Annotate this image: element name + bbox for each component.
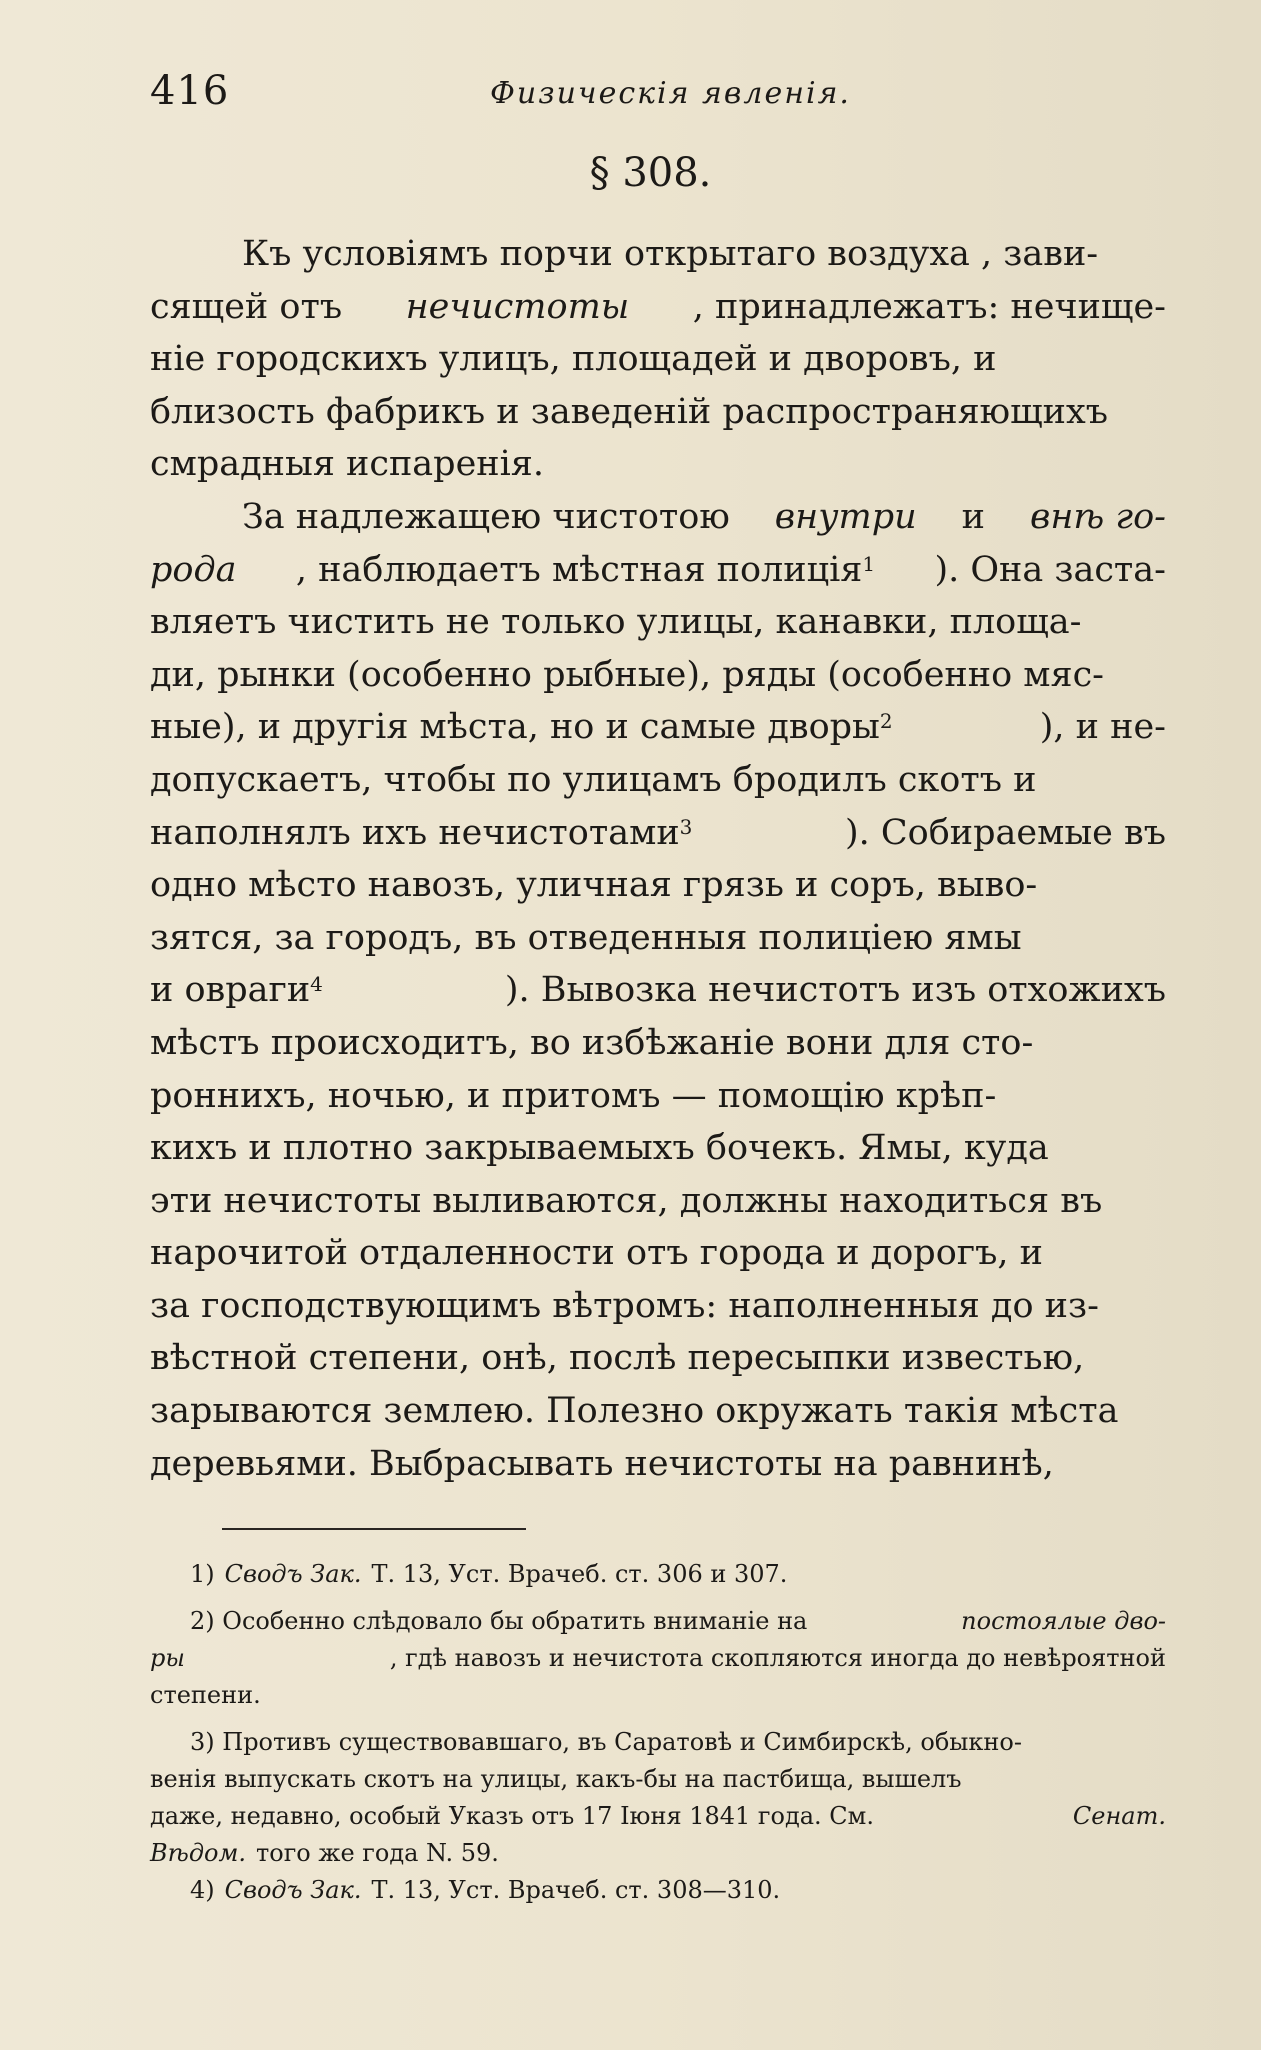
text-segment: кихъ и плотно закрываемыхъ бочекъ. Ямы, куда: [150, 1128, 1049, 1169]
text-line: [150, 964, 1166, 1017]
text-segment: нарочитой отдаленности отъ города и дорогъ, и: [150, 1233, 1043, 1274]
running-head-title: Физическія явленія.: [490, 76, 851, 111]
text-segment: зятся, за городъ, въ отведенныя полиціею ямы: [150, 917, 1022, 958]
text-line: [150, 1280, 1166, 1333]
text-segment: 4): [190, 1876, 215, 1904]
italic-text: внутри: [774, 496, 917, 537]
footnote-ref: 1: [862, 551, 876, 576]
text-segment: Къ условіямъ порчи открытаго воздуха , зави-: [242, 234, 1099, 274]
text-segment: наполнялъ ихъ нечистотами$^3$: [150, 812, 693, 853]
text-segment: сящей отъ: [150, 286, 343, 327]
footnotes: [150, 1556, 1166, 1909]
text-line: [150, 1385, 1166, 1438]
text-segment: ). Вывозка нечистотъ изъ отхожихъ: [504, 970, 1166, 1011]
footnote-line: [150, 1677, 1166, 1714]
italic-text: постоялые дво-: [961, 1607, 1166, 1635]
text-line: [150, 386, 1166, 439]
text-segment: 3) Противъ существовавшаго, въ Саратовѣ и Симбирскѣ, обыкно-: [190, 1728, 1022, 1756]
text-segment: , принадлежатъ: нечище-: [692, 286, 1166, 327]
text-segment: ди, рынки (особенно рыбные), ряды (особенно мяс-: [150, 654, 1105, 695]
footnote-ref: 3: [679, 814, 693, 839]
italic-text: рода: [150, 549, 237, 590]
text-segment: ), и не-: [1039, 707, 1166, 748]
text-line: [150, 1332, 1166, 1385]
text-segment: За надлежащею чистотою: [242, 496, 730, 537]
text-segment: и овраги$^4$: [150, 970, 323, 1011]
italic-text: Сводъ Зак.: [224, 1876, 362, 1904]
text-segment: ). Собираемые въ: [844, 812, 1166, 853]
text-line: [150, 859, 1166, 912]
text-segment: смрадныя испаренія.: [150, 444, 545, 485]
text-segment: за господствующимъ вѣтромъ: наполненныя до из-: [150, 1285, 1099, 1326]
text-segment: ). Она заста-: [934, 549, 1166, 590]
text-segment: роннихъ, ночью, и притомъ — помощію крѣп-: [150, 1075, 997, 1116]
italic-text: Сенат.: [1072, 1802, 1166, 1830]
footnote-ref: 4: [310, 972, 323, 997]
text-segment: 1): [190, 1560, 215, 1588]
text-segment: близость фабрикъ и заведеній распространяющихъ: [150, 391, 1109, 432]
text-segment: венія выпускать скотъ на улицы, какъ-бы на пастбища, вышелъ: [150, 1765, 962, 1793]
footnote-rule: [222, 1528, 526, 1530]
italic-text: Сводъ Зак.: [224, 1560, 362, 1588]
italic-text: нечистоты: [405, 286, 630, 327]
text-line: [150, 281, 1166, 334]
footnote-line: [150, 1798, 1166, 1835]
text-segment: Т. 13, Уст. Врачеб. ст. 308—310.: [371, 1876, 781, 1904]
text-line: [150, 438, 1166, 491]
text-line: [150, 807, 1166, 860]
footnote-line: [150, 1724, 1166, 1761]
text-segment: , гдѣ навозъ и нечистота скопляются иногда до невѣроятной: [389, 1644, 1166, 1672]
main-text: [150, 228, 1166, 1490]
text-line: [150, 1175, 1166, 1228]
italic-text: внѣ го-: [1029, 496, 1166, 537]
text-segment: 2) Особенно слѣдовало бы обратить вниманіе на: [190, 1607, 808, 1635]
text-segment: мѣстъ происходитъ, во избѣжаніе вони для сто-: [150, 1022, 1034, 1063]
text-line: [150, 754, 1166, 807]
text-line: [150, 1070, 1166, 1123]
text-segment: вляетъ чистить не только улицы, канавки, площа-: [150, 602, 1082, 643]
footnote-gap: [150, 1714, 1166, 1724]
text-segment: эти нечистоты выливаются, должны находиться въ: [150, 1180, 1103, 1221]
text-line: [150, 333, 1166, 386]
running-head: [150, 68, 1150, 118]
text-segment: деревьями. Выбрасывать нечистоты на равнинѣ,: [150, 1443, 1054, 1484]
footnote-line: [150, 1603, 1166, 1640]
text-line: [150, 912, 1166, 965]
text-line: [150, 649, 1166, 702]
footnote-line: [150, 1835, 1166, 1872]
text-segment: зарываются землею. Полезно окружать такія мѣста: [150, 1391, 1119, 1432]
text-line: [150, 491, 1166, 544]
italic-text: Вѣдом.: [150, 1839, 246, 1867]
footnote-line: [150, 1872, 1166, 1909]
italic-text: ры: [150, 1644, 185, 1672]
text-line: [150, 1227, 1166, 1280]
text-segment: , наблюдаетъ мѣстная полиція$^1$: [295, 549, 876, 590]
text-segment: даже, недавно, особый Указъ отъ 17 Іюня 1841 года. См.: [150, 1802, 874, 1830]
page-number: 416: [150, 68, 230, 114]
text-segment: допускаетъ, чтобы по улицамъ бродилъ скотъ и: [150, 759, 1037, 800]
footnote-gap: [150, 1593, 1166, 1603]
footnote-line: [150, 1761, 1166, 1798]
text-line: [150, 596, 1166, 649]
text-segment: одно мѣсто навозъ, уличная грязь и соръ, выво-: [150, 865, 1038, 906]
text-segment: Т. 13, Уст. Врачеб. ст. 306 и 307.: [371, 1560, 788, 1588]
text-segment: ніе городскихъ улицъ, площадей и дворовъ, и: [150, 339, 997, 380]
text-line: [150, 228, 1166, 281]
text-segment: того же года N. 59.: [256, 1839, 499, 1867]
text-line: [150, 1122, 1166, 1175]
section-heading: § 308.: [589, 150, 712, 196]
footnote-ref: 2: [879, 709, 893, 734]
text-segment: и: [961, 496, 985, 537]
text-line: [150, 544, 1166, 597]
text-line: [150, 701, 1166, 754]
footnote-line: [150, 1640, 1166, 1677]
text-segment: степени.: [150, 1681, 261, 1709]
text-line: [150, 1017, 1166, 1070]
text-segment: ные), и другія мѣста, но и самые дворы$^2$: [150, 707, 893, 748]
text-line: [150, 1438, 1166, 1491]
text-segment: вѣстной степени, онѣ, послѣ пересыпки известью,: [150, 1338, 1085, 1379]
footnote-line: [150, 1556, 1166, 1593]
